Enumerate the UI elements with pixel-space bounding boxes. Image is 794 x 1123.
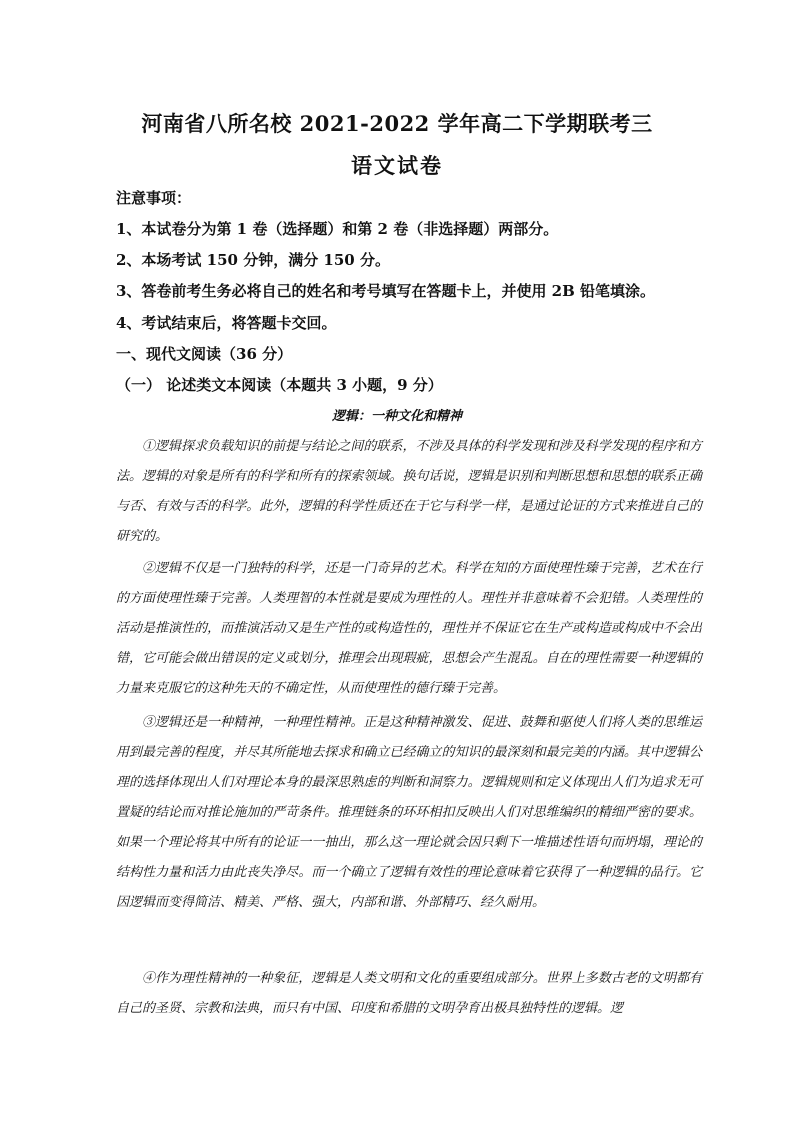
- section-heading: 一、现代文阅读（36 分）: [116, 345, 293, 363]
- notice-item: 2、本场考试 150 分钟，满分 150 分。: [116, 251, 390, 269]
- article-paragraph: ①逻辑探求负载知识的前提与结论之间的联系，不涉及具体的科学发现和涉及科学发现的程序和方法。逻辑的对象是所有的科学和所有的探索领域。换句话说，逻辑是识别和判断思想和思想的联系正确与否、有效与否的科学。此外，逻辑的科学性质还在于它与科学一样，是通过论证的方式来推进自己的研究的。: [116, 439, 702, 544]
- notice-heading: 注意事项：: [116, 189, 192, 207]
- article-paragraph: ④作为理性精神的一种象征，逻辑是人类文明和文化的重要组成部分。世界上多数古老的文明都有自己的圣贤、宗教和法典，而只有中国、印度和希腊的文明孕育出极具独特性的逻辑。逻: [116, 971, 702, 1016]
- notice-item: 3、答卷前考生务必将自己的姓名和考号填写在答题卡上，并使用 2B 铅笔填涂。: [116, 282, 656, 300]
- subsection-heading: （一） 论述类文本阅读（本题共 3 小题，9 分）: [116, 376, 443, 394]
- notice-item: 1、本试卷分为第 1 卷（选择题）和第 2 卷（非选择题）两部分。: [116, 220, 559, 238]
- article-title: 逻辑：一种文化和精神: [331, 409, 462, 424]
- article-paragraph: ②逻辑不仅是一门独特的科学，还是一门奇异的艺术。科学在知的方面使理性臻于完善，艺术在行的方面使理性臻于完善。人类理智的本性就是要成为理性的人。理性并非意味着不会犯错。人类理性的活动是推演性的，而推演活动又是生产性的或构造性的，理性并不保证它在生产或构造或构成中不会出错，它可能会做出错误的定义或划分，推理会出现瑕疵，思想会产生混乱。自在的理性需要一种逻辑的力量来克服它的这种先天的不确定性，从而使理性的德行臻于完善。: [116, 561, 702, 696]
- exam-title: 河南省八所名校 2021-2022 学年高二下学期联考三: [141, 111, 653, 136]
- article-paragraph: ③逻辑还是一种精神，一种理性精神。正是这种精神激发、促进、鼓舞和驱使人们将人类的思维运用到最完善的程度，并尽其所能地去探求和确立已经确立的知识的最深刻和最完美的内涵。其中逻辑公理的选择体现出人们对理论本身的最深思熟虑的判断和洞察力。逻辑规则和定义体现出人们为追求无可置疑的结论而对推论施加的严苛条件。推理链条的环环相扣反映出人们对思维编织的精细严密的要求。如果一个理论将其中所有的论证一一抽出，那么这一理论就会因只剩下一堆描述性语句而坍塌，理论的结构性力量和活力由此丧失净尽。而一个确立了逻辑有效性的理论意味着它获得了一种逻辑的品行。它因逻辑而变得简洁、精美、严格、强大，内部和谐、外部精巧、经久耐用。: [116, 715, 702, 910]
- notice-item: 4、考试结束后，将答题卡交回。: [116, 314, 337, 332]
- exam-subtitle: 语文试卷: [351, 153, 443, 178]
